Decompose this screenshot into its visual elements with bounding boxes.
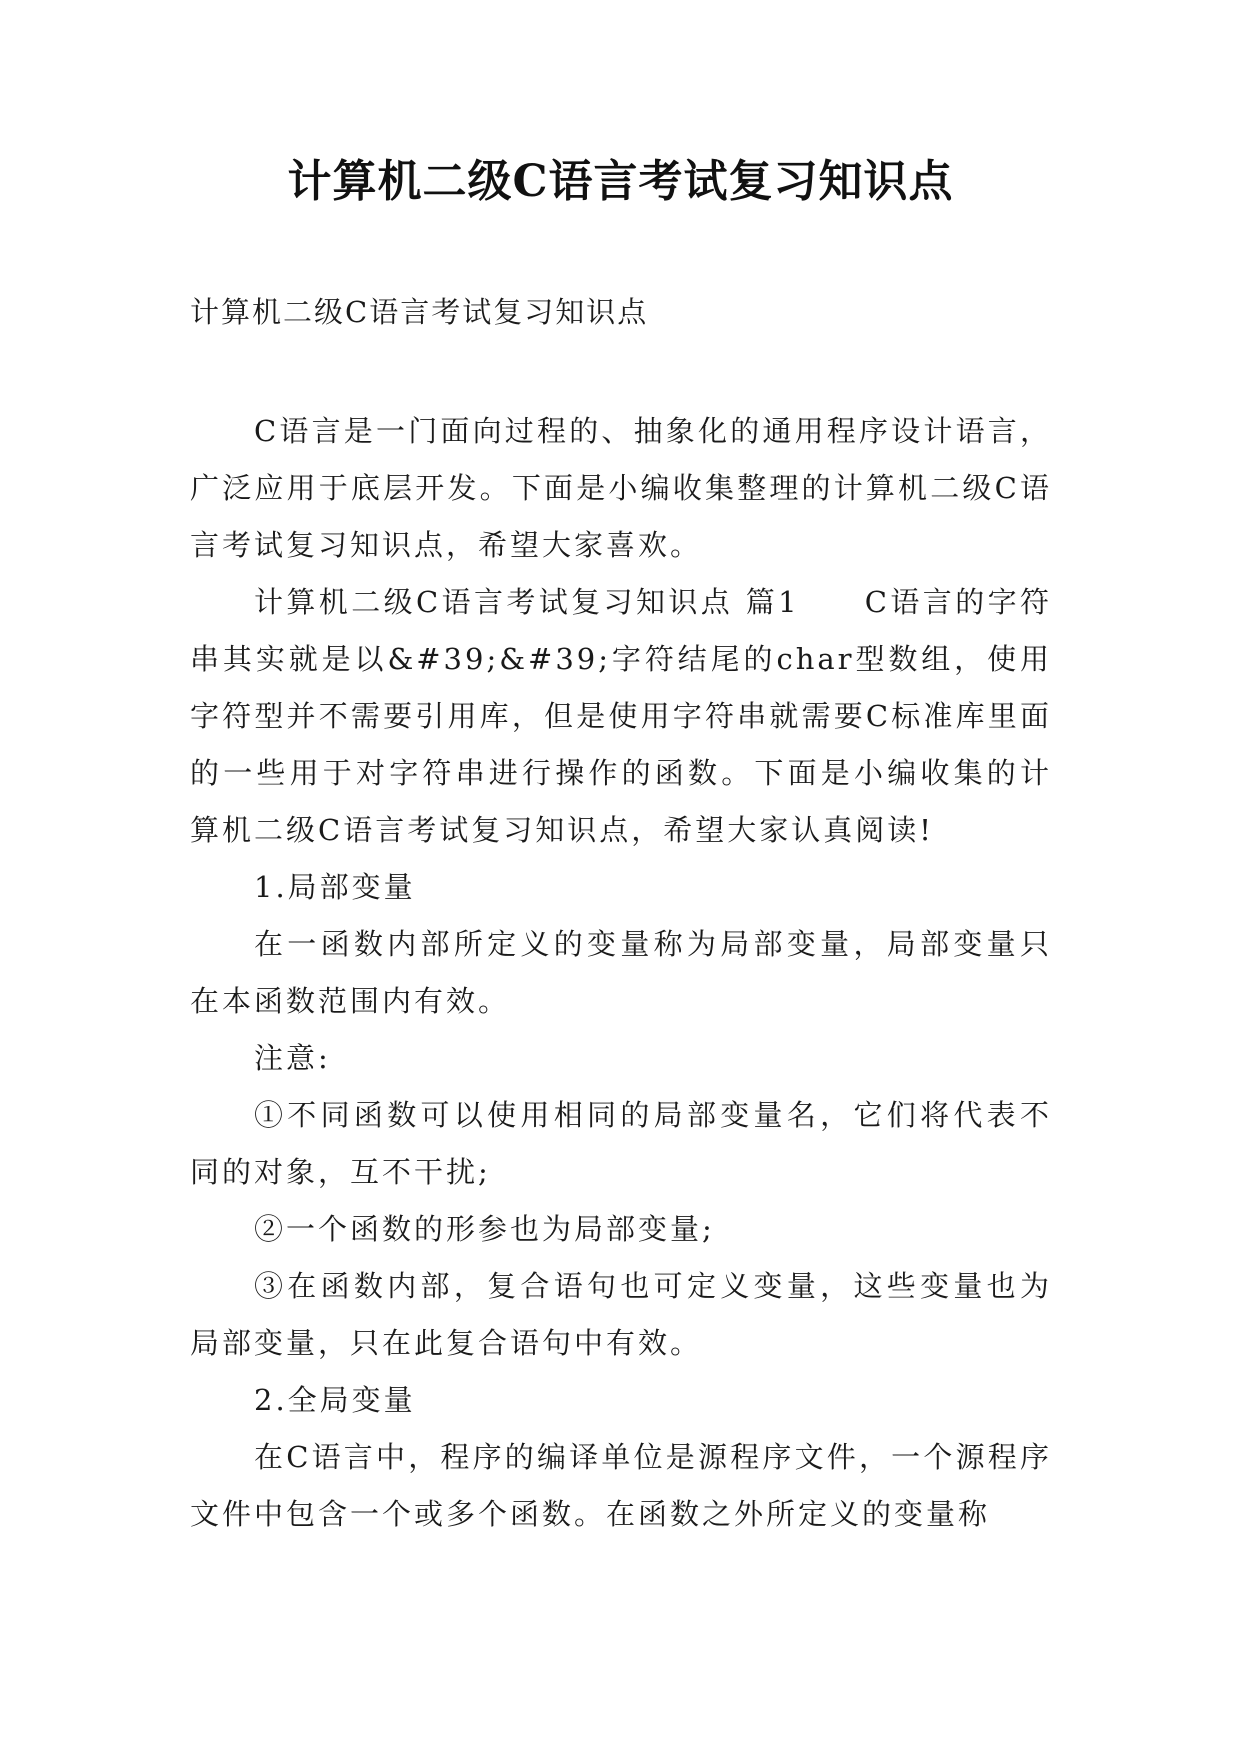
heading-global-variables: 2.全局变量: [254, 1383, 416, 1417]
paragraph-note-label: 注意:: [254, 1041, 331, 1075]
paragraph-global-variables-definition: 在C语言中，程序的编译单位是源程序文件，一个源程序文件中包含一个或多个函数。在函数之外所定义的变量称: [190, 1440, 1052, 1531]
paragraph-note-3: ③在函数内部，复合语句也可定义变量，这些变量也为局部变量，只在此复合语句中有效。: [190, 1269, 1052, 1360]
paragraph-local-variables-definition: 在一函数内部所定义的变量称为局部变量，局部变量只在本函数范围内有效。: [190, 927, 1052, 1018]
paragraph-note-2: ②一个函数的形参也为局部变量;: [254, 1212, 715, 1246]
document-body: [190, 403, 1052, 1543]
paragraph-note-1: ①不同函数可以使用相同的局部变量名，它们将代表不同的对象，互不干扰;: [190, 1098, 1052, 1189]
heading-local-variables: 1.局部变量: [254, 870, 416, 904]
paragraph-section-1-intro: 计算机二级C语言考试复习知识点 篇1 C语言的字符串其实就是以&#39;&#39;字符结尾的char型数组，使用字符型并不需要引用库，但是使用字符串就需要C标准库里面的一些用于对字符串进行操作的函数。下面是小编收集的计算机二级C语言考试复习知识点，希望大家认真阅读!: [190, 585, 1052, 847]
document-title: 计算机二级C语言考试复习知识点: [287, 156, 954, 207]
document-subtitle: 计算机二级C语言考试复习知识点: [190, 295, 649, 329]
paragraph-intro: C语言是一门面向过程的、抽象化的通用程序设计语言，广泛应用于底层开发。下面是小编收集整理的计算机二级C语言考试复习知识点，希望大家喜欢。: [190, 414, 1052, 562]
